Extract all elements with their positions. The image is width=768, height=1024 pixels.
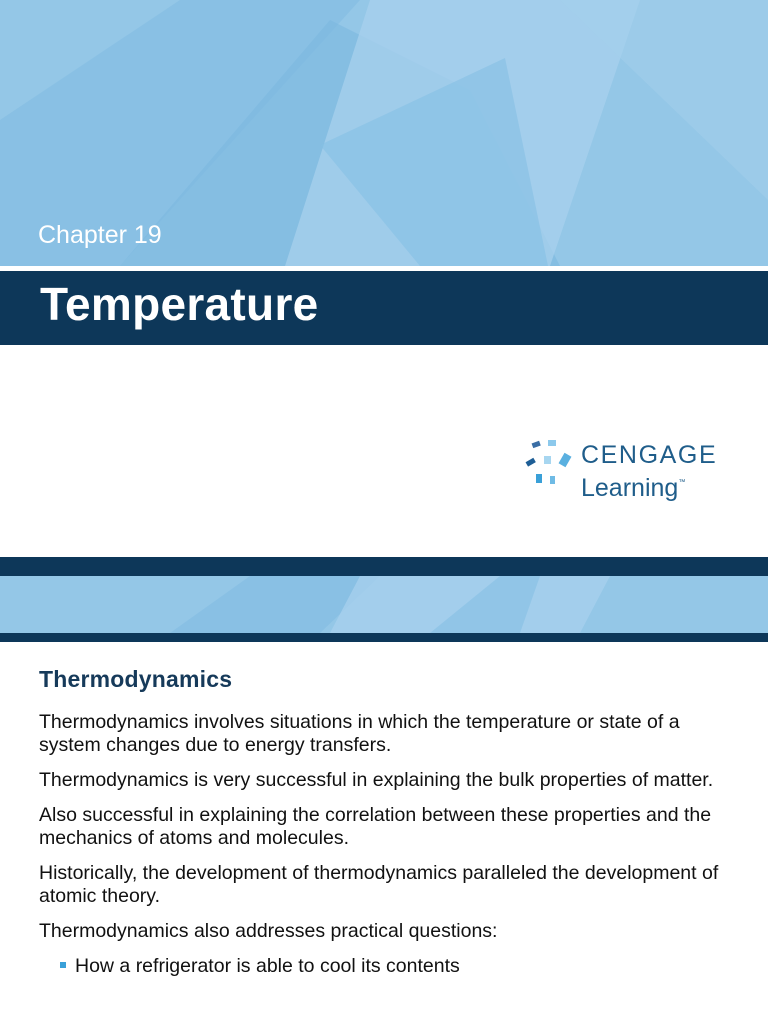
footer-band bbox=[0, 557, 768, 576]
title-slide-header bbox=[0, 0, 768, 266]
paragraph: Thermodynamics involves situations in which the temperature or state of a system changes due to energy transfers. bbox=[39, 711, 680, 756]
paragraph: Historically, the development of thermodynamics paralleled the development of atomic theory. bbox=[39, 862, 719, 907]
logo-wordmark-line2: Learning™ bbox=[581, 474, 686, 502]
bullet-list bbox=[39, 955, 739, 978]
publisher-logo bbox=[524, 436, 724, 504]
list-item bbox=[39, 955, 739, 978]
paragraph: Thermodynamics also addresses practical questions: bbox=[39, 920, 498, 942]
decorative-background-shapes bbox=[0, 576, 768, 633]
divider bbox=[0, 633, 768, 642]
logo-wordmark-line1: CENGAGE bbox=[581, 441, 718, 469]
paragraph: Thermodynamics is very successful in explaining the bulk properties of matter. bbox=[39, 769, 714, 791]
slide-body bbox=[39, 711, 739, 990]
paragraph: Also successful in explaining the correlation between these properties and the mechanics of atoms and molecules. bbox=[39, 804, 712, 849]
section-title: Thermodynamics bbox=[39, 666, 233, 692]
cengage-logo-icon bbox=[524, 438, 574, 490]
chapter-label: Chapter 19 bbox=[38, 221, 162, 249]
content-slide-header bbox=[0, 576, 768, 633]
list-item-text: How a refrigerator is able to cool its contents bbox=[75, 955, 460, 977]
bullet-icon bbox=[60, 962, 66, 968]
slide-title: Temperature bbox=[40, 278, 319, 330]
